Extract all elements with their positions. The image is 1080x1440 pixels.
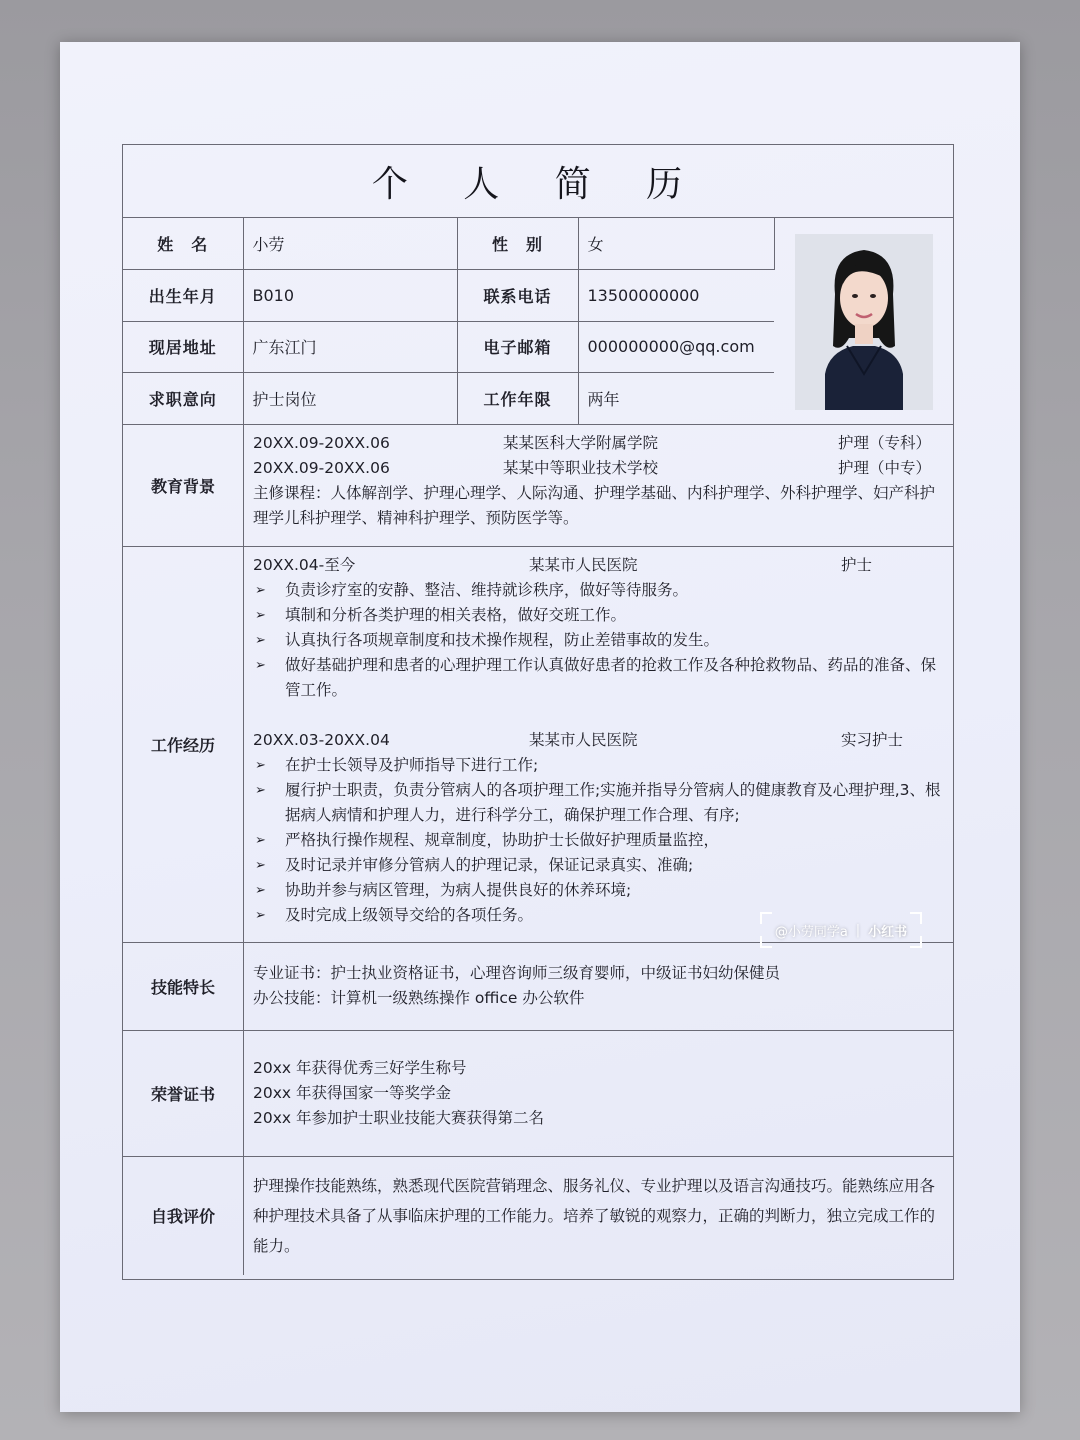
watermark-handle: @小劳同学a	[774, 924, 848, 940]
edu-period: 20XX.09-20XX.06	[253, 458, 390, 477]
education-label: 教育背景	[123, 425, 244, 546]
work-section	[123, 547, 953, 943]
skills-body	[244, 943, 953, 1030]
name-label: 姓 名	[123, 218, 243, 270]
resume-title: 个 人 简 历	[123, 145, 953, 218]
education-body	[244, 425, 953, 546]
education-row	[253, 431, 943, 456]
edu-period: 20XX.09-20XX.06	[253, 433, 390, 452]
job-header	[253, 728, 943, 753]
intent-label: 求职意向	[123, 373, 243, 425]
honors-label: 荣誉证书	[123, 1031, 244, 1156]
honors-section	[123, 1031, 953, 1157]
edu-school: 某某医科大学附属学院	[503, 433, 659, 452]
work-label: 工作经历	[123, 547, 244, 942]
resume-table	[122, 144, 954, 1280]
skill-line: 专业证书：护士执业资格证书，心理咨询师三级育婴师，中级证书妇幼保健员	[253, 964, 781, 982]
job-period: 20XX.03-20XX.04	[253, 730, 390, 749]
gender-value: 女	[578, 218, 774, 270]
email-label: 电子邮箱	[457, 321, 578, 373]
gender-label: 性 别	[457, 218, 578, 270]
honor-line: 20xx 年参加护士职业技能大赛获得第二名	[253, 1108, 544, 1127]
duty-item: ➢ 填制和分析各类护理的相关表格，做好交班工作。	[253, 603, 943, 628]
duty-item: ➢ 认真执行各项规章制度和技术操作规程，防止差错事故的发生。	[253, 628, 943, 653]
birth-value: B010	[243, 270, 457, 322]
paper-sheet	[60, 42, 1020, 1412]
edu-school: 某某中等职业技术学校	[503, 458, 659, 477]
edu-major: 护理（专科）	[837, 433, 931, 452]
duty-item: ➢ 严格执行操作规程、规章制度，协助护士长做好护理质量监控，	[253, 828, 943, 853]
job-header	[253, 553, 943, 578]
job-role: 护士	[841, 555, 873, 574]
years-label: 工作年限	[457, 373, 578, 425]
personal-info-table	[123, 218, 953, 425]
edu-major: 护理（中专）	[837, 458, 931, 477]
honor-line: 20xx 年获得国家一等奖学金	[253, 1083, 451, 1102]
birth-label: 出生年月	[123, 270, 243, 322]
profile-photo	[795, 234, 933, 410]
job-org: 某某市人民医院	[529, 555, 638, 574]
job-period: 20XX.04-至今	[253, 555, 356, 574]
duty-item: ➢ 及时完成上级领导交给的各项任务。	[253, 903, 943, 928]
job-role: 实习护士	[841, 730, 904, 749]
photo-cell	[774, 218, 953, 424]
email-value: 000000000@qq.com	[578, 321, 774, 373]
job-duties	[253, 578, 943, 703]
duty-item: ➢ 履行护士职责，负责分管病人的各项护理工作;实施并指导分管病人的健康教育及心理护理,3、根据病人病情和护理人力，进行科学分工，确保护理工作合理、有序;	[253, 778, 943, 828]
honor-line: 20xx 年获得优秀三好学生称号	[253, 1058, 467, 1077]
watermark-brand: 小红书	[868, 924, 908, 940]
duty-item: ➢ 做好基础护理和患者的心理护理工作认真做好患者的抢救工作及各种抢救物品、药品的准备、保管工作。	[253, 653, 943, 703]
self-eval-label: 自我评价	[123, 1157, 244, 1275]
duty-item: ➢ 协助并参与病区管理，为病人提供良好的休养环境;	[253, 878, 943, 903]
edu-courses: 主修课程：人体解剖学、护理心理学、人际沟通、护理学基础、内科护理学、外科护理学、妇产科护理学儿科护理学、精神科护理学、预防医学等。	[253, 483, 936, 527]
name-value: 小劳	[243, 218, 457, 270]
skills-section	[123, 943, 953, 1031]
duty-item: ➢ 负责诊疗室的安静、整洁、维持就诊秩序，做好等待服务。	[253, 578, 943, 603]
self-eval-section	[123, 1157, 953, 1275]
phone-label: 联系电话	[457, 270, 578, 322]
address-label: 现居地址	[123, 321, 243, 373]
years-value: 两年	[578, 373, 774, 425]
self-eval-text: 护理操作技能熟练，熟悉现代医院营销理念、服务礼仪、专业护理以及语言沟通技巧。能熟练应用各种护理技术具备了从事临床护理的工作能力。培养了敏锐的观察力，正确的判断力，独立完成工作的能力。	[253, 1176, 936, 1255]
honors-body	[244, 1031, 953, 1156]
intent-value: 护士岗位	[243, 373, 457, 425]
address-value: 广东江门	[243, 321, 457, 373]
education-section	[123, 425, 953, 547]
skills-label: 技能特长	[123, 943, 244, 1030]
watermark: @小劳同学a | 小红书	[760, 912, 922, 948]
work-body	[244, 547, 953, 942]
job-duties	[253, 753, 943, 928]
self-eval-body	[244, 1157, 953, 1275]
phone-value: 13500000000	[578, 270, 774, 322]
duty-item: ➢ 及时记录并审修分管病人的护理记录，保证记录真实、准确;	[253, 853, 943, 878]
education-row	[253, 456, 943, 481]
duty-item: ➢ 在护士长领导及护师指导下进行工作;	[253, 753, 943, 778]
job-org: 某某市人民医院	[529, 730, 638, 749]
skill-line: 办公技能：计算机一级熟练操作 office 办公软件	[253, 989, 585, 1007]
